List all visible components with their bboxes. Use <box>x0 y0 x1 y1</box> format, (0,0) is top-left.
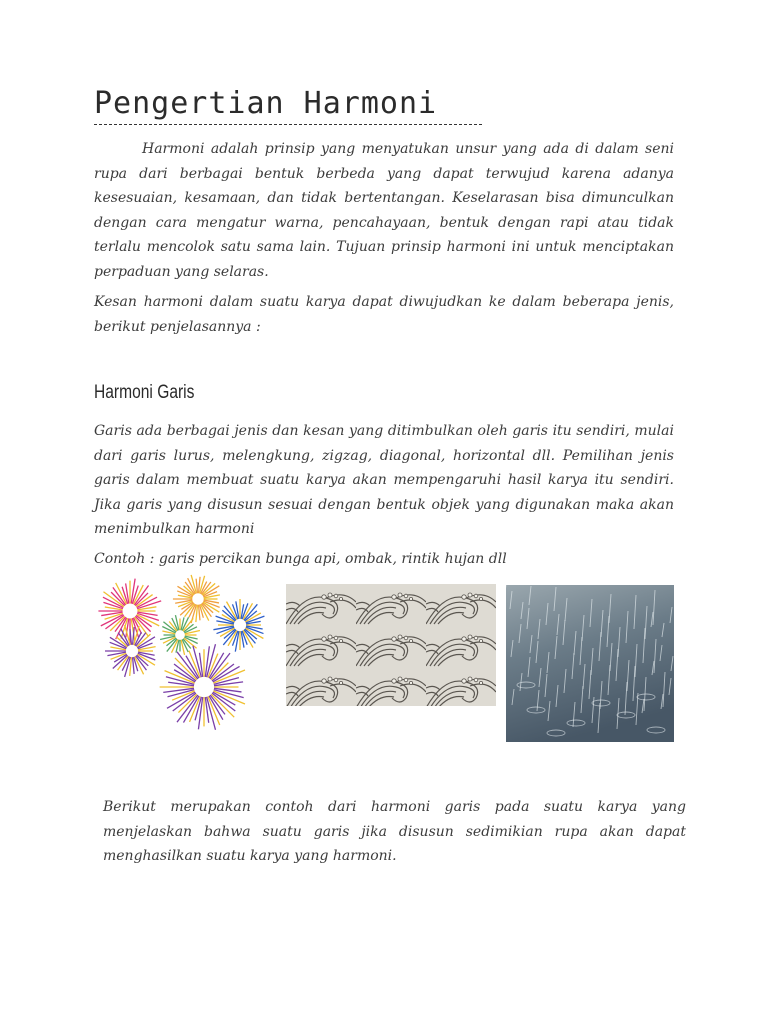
waves-image <box>286 584 496 706</box>
fireworks-drawing <box>92 573 272 735</box>
section-heading-harmoni-garis: Harmoni Garis <box>94 382 195 403</box>
garis-paragraph: Garis ada berbagai jenis dan kesan yang ditimbulkan oleh garis itu sendiri, mulai dari garis lurus, melengkung, zigzag, diagonal, horizontal dll. Pemilihan jenis garis dalam membuat suatu karya akan mempengaruhi hasil karya itu sendiri. Jika garis yang disusun sesuai dengan bentuk objek yang digunakan maka akan menimbulkan harmoni <box>94 423 674 537</box>
intro-paragraph: Harmoni adalah prinsip yang menyatukan unsur yang ada di dalam seni rupa dari berbagai bentuk berbeda yang dapat terwujud karena adanya kesesuaian, kesamaan, dan tidak bertentangan. Keselarasan bisa dimunculkan dengan cara mengatur warna, pencahayaan, bentuk dengan rapi atau tidak terlalu mencolok satu sama lain. Tujuan prinsip harmoni ini untuk menciptakan perpaduan yang selaras. <box>94 141 674 280</box>
title-dashed-underline <box>94 124 482 125</box>
kesan-paragraph: Kesan harmoni dalam suatu karya dapat diwujudkan ke dalam beberapa jenis, berikut penjelasannya : <box>94 294 674 335</box>
rain-drawing <box>506 585 674 742</box>
closing-paragraph: Berikut merupakan contoh dari harmoni garis pada suatu karya yang menjelaskan bahwa suatu garis jika disusun sedimikian rupa akan dapat menghasilkan suatu karya yang harmoni. <box>103 799 686 864</box>
rain-image <box>506 585 674 742</box>
page-title: Pengertian Harmoni <box>94 86 438 121</box>
contoh-line: Contoh : garis percikan bunga api, ombak, rintik hujan dll <box>94 551 507 567</box>
fireworks-image <box>92 573 272 735</box>
waves-drawing <box>286 584 496 706</box>
